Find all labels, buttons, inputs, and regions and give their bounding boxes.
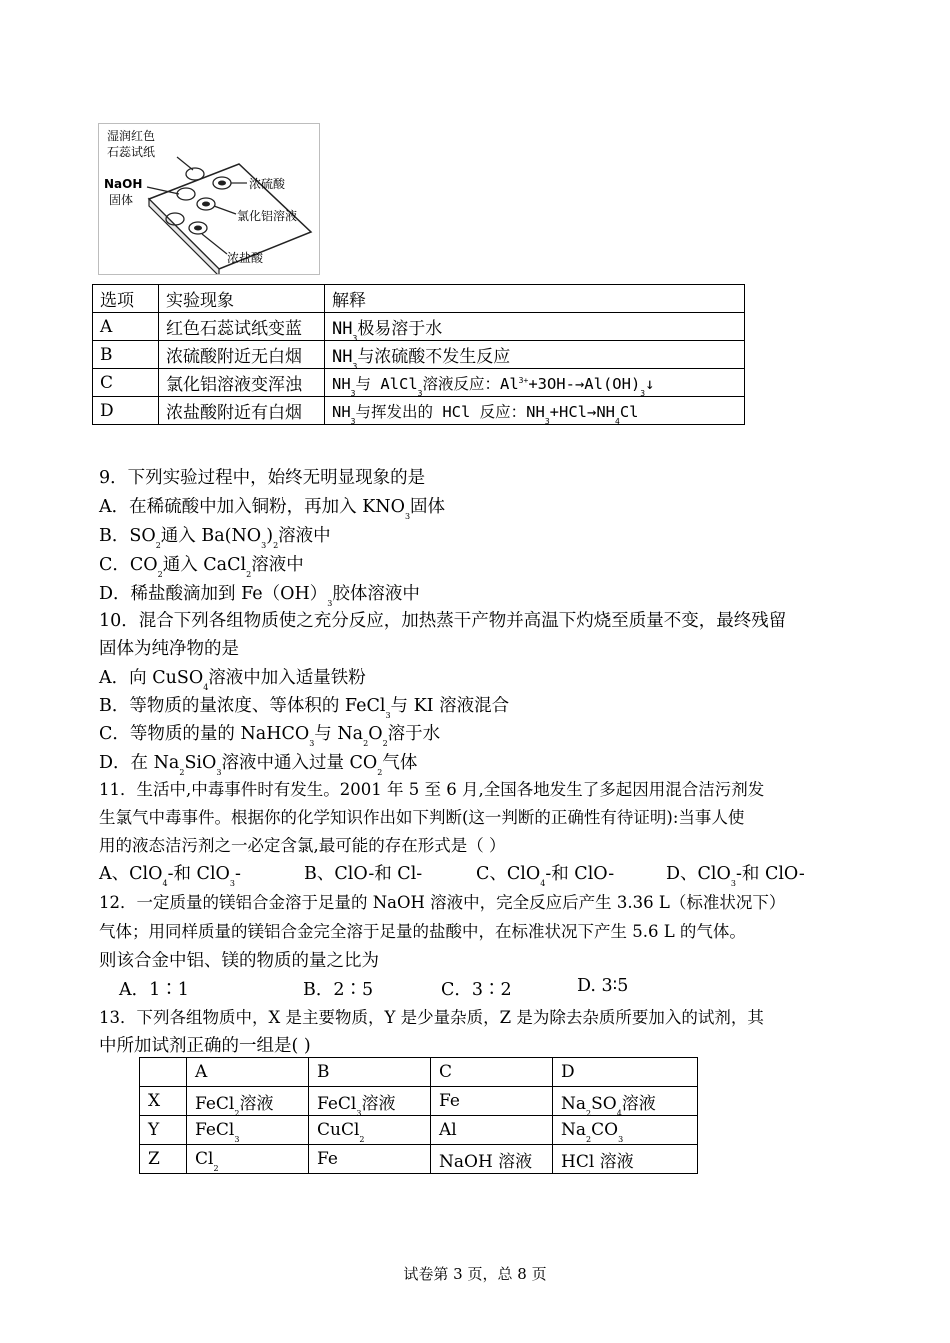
explanation-cell: $NH_3$与浓硫酸不发生反应 xyxy=(325,341,745,369)
label-hcl: 浓盐酸 xyxy=(227,251,264,265)
table-header-row xyxy=(93,285,745,313)
label-naoh-1: NaOH xyxy=(104,177,143,191)
q10-option-a: A．向 CuSO$_4$溶液中加入适量铁粉 xyxy=(99,668,366,692)
option-cell: C xyxy=(93,369,159,397)
table-row xyxy=(93,313,745,341)
page-footer: 试卷第 3 页，总 8 页 xyxy=(403,1265,547,1283)
q12-option-b: B．2∶5 xyxy=(303,980,374,1000)
table-cell: NaOH 溶液 xyxy=(431,1145,553,1174)
label-alcl3: 氯化铝溶液 xyxy=(237,209,298,223)
phenomenon-cell: 浓硫酸附近无白烟 xyxy=(159,341,325,369)
option-cell: D xyxy=(93,397,159,425)
header-cell: 选项 xyxy=(93,285,159,313)
explanation-cell: $NH_3$与挥发出的 HCl 反应：$NH_3+HCl\to NH_4Cl$ xyxy=(325,397,745,425)
table-cell: Fe xyxy=(309,1145,431,1174)
phenomenon-cell: 红色石蕊试纸变蓝 xyxy=(159,313,325,341)
q9-option-b: B．$SO_2$通入 $Ba(NO_3)_2$溶液中 xyxy=(99,526,331,550)
label-naoh-2: 固体 xyxy=(109,193,134,207)
label-h2so4: 浓硫酸 xyxy=(249,177,286,191)
table-cell: FeCl$_3$溶液 xyxy=(309,1087,431,1116)
row-label: Y xyxy=(140,1116,187,1145)
header-cell: B xyxy=(309,1058,431,1087)
q13-stem-2: 中所加试剂正确的一组是( ) xyxy=(99,1036,311,1056)
option-cell: A xyxy=(93,313,159,341)
q12-stem-2: 气体；用同样质量的镁铝合金完全溶于足量的盐酸中，在标准状况下产生 5.6 L 的气体。 xyxy=(99,922,746,941)
q10-stem-2: 固体为纯净物的是 xyxy=(99,639,239,659)
table-cell: FeCl$_3$ xyxy=(187,1116,309,1145)
table-row xyxy=(140,1087,698,1116)
table-cell: HCl 溶液 xyxy=(553,1145,698,1174)
q12-option-c: C．3∶2 xyxy=(441,980,512,1000)
q12-option-a: A．1∶1 xyxy=(119,980,189,1000)
impurity-table xyxy=(139,1057,698,1174)
q9-option-d: D．稀盐酸滴加到 $Fe(OH)_3$胶体溶液中 xyxy=(99,584,420,608)
experiment-figure xyxy=(98,123,320,275)
table-cell: $Cl_2$ xyxy=(187,1145,309,1174)
table-row xyxy=(93,369,745,397)
table-cell: Al xyxy=(431,1116,553,1145)
phenomenon-cell: 浓盐酸附近有白烟 xyxy=(159,397,325,425)
table-cell: CuCl$_2$ xyxy=(309,1116,431,1145)
table-row xyxy=(93,397,745,425)
q10-option-c: C．等物质的量的 NaHCO$_3$与 $Na_2O_2$溶于水 xyxy=(99,724,441,748)
table-header-row xyxy=(140,1058,698,1087)
header-cell: D xyxy=(553,1058,698,1087)
header-cell xyxy=(140,1058,187,1087)
q11-option-c: C、ClO$_4$-和 ClO- xyxy=(476,864,615,888)
option-cell: B xyxy=(93,341,159,369)
well-plate-drawing xyxy=(99,124,319,274)
q12-stem-3: 则该合金中铝、镁的物质的量之比为 xyxy=(99,951,379,971)
table-cell: FeCl$_2$溶液 xyxy=(187,1087,309,1116)
q11-stem-2: 生氯气中毒事件。根据你的化学知识作出如下判断(这一判断的正确性有待证明):当事人使 xyxy=(99,808,745,827)
row-label: Z xyxy=(140,1145,187,1174)
row-label: X xyxy=(140,1087,187,1116)
q12-stem-1: 12．一定质量的镁铝合金溶于足量的 NaOH 溶液中，完全反应后产生 3.36 L（标准状况下） xyxy=(99,893,786,912)
q9-stem: 9．下列实验过程中，始终无明显现象的是 xyxy=(99,468,426,488)
table-row xyxy=(93,341,745,369)
q12-option-d: D. 3∶5 xyxy=(577,976,629,996)
header-cell: 实验现象 xyxy=(159,285,325,313)
q10-option-d: D．在 $Na_2SiO_3$溶液中通入过量 $CO_2$气体 xyxy=(99,753,418,777)
q9-option-a: A．在稀硫酸中加入铜粉，再加入 $KNO_3$固体 xyxy=(99,497,446,521)
q9-option-c: C．$CO_2$通入 CaCl$_2$溶液中 xyxy=(99,555,304,579)
q10-stem-1: 10．混合下列各组物质使之充分反应，加热蒸干产物并高温下灼烧至质量不变，最终残留 xyxy=(99,611,787,631)
explanation-cell: $NH_3$与 AlCl$_3$溶液反应：$Al^{3+}+3OH-\to Al(OH)_3↓$ xyxy=(325,369,745,397)
q11-option-b: B、ClO-和 Cl- xyxy=(304,864,423,884)
table-cell: $Na_2SO_4$溶液 xyxy=(553,1087,698,1116)
q11-stem-1: 11．生活中,中毒事件时有发生。2001 年 5 至 6 月,全国各地发生了多起因用混合洁污剂发 xyxy=(99,780,765,799)
q11-option-a: A、ClO$_4$-和 ClO$_3$- xyxy=(99,864,241,888)
header-cell: 解释 xyxy=(325,285,745,313)
phenomenon-cell: 氯化铝溶液变浑浊 xyxy=(159,369,325,397)
table-row xyxy=(140,1116,698,1145)
q10-option-b: B．等物质的量浓度、等体积的 FeCl$_3$与 KI 溶液混合 xyxy=(99,696,510,720)
header-cell: A xyxy=(187,1058,309,1087)
q13-stem-1: 13．下列各组物质中，X 是主要物质，Y 是少量杂质，Z 是为除去杂质所要加入的试剂，其 xyxy=(99,1008,764,1027)
table-cell: Fe xyxy=(431,1087,553,1116)
explanation-cell: $NH_3$极易溶于水 xyxy=(325,313,745,341)
header-cell: C xyxy=(431,1058,553,1087)
experiment-table xyxy=(92,284,745,425)
q11-option-d: D、ClO$_3$-和 ClO- xyxy=(666,864,805,888)
table-row xyxy=(140,1145,698,1174)
table-cell: $Na_2CO_3$ xyxy=(553,1116,698,1145)
q11-stem-3: 用的液态洁污剂之一必定含氯,最可能的存在形式是（ ） xyxy=(99,836,506,855)
label-litmus-1: 湿润红色 xyxy=(107,129,156,143)
label-litmus-2: 石蕊试纸 xyxy=(107,145,156,159)
